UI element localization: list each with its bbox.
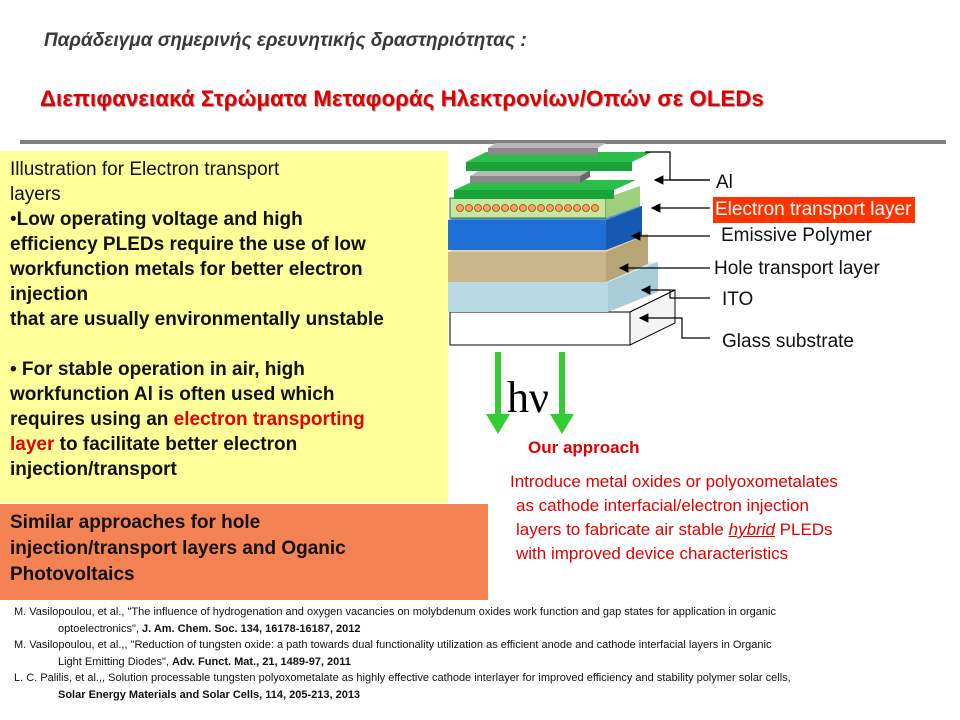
label-emissive-polymer: Emissive Polymer	[721, 225, 872, 246]
label-hole-transport-layer: Hole transport layer	[714, 258, 880, 279]
approach-line3-tail: PLEDs	[774, 520, 833, 539]
label-al: Al	[716, 172, 733, 193]
arrow-down-right	[550, 352, 574, 434]
ref2-line1: M. Vasilopoulou, et al.,, "Reduction of tungsten oxide: a path towards dual functionality utilization as efficient anode and cathode interfacial layers in Organic	[14, 639, 772, 651]
bullet2-line4-text: to facilitate better electron	[54, 434, 298, 455]
slide-subtitle: Παράδειγμα σημερινής ερευνητικής δραστηριότητας :	[44, 30, 527, 51]
bullet1-line3: workfunction metals for better electron	[10, 259, 363, 280]
label-ito: ITO	[722, 289, 754, 310]
info-heading-line2: layers	[10, 184, 61, 205]
similar-approaches-box	[0, 504, 488, 600]
ref3-line2	[14, 687, 954, 704]
bullet2-line3	[10, 407, 438, 432]
bullet1-line2: efficiency PLEDs require the use of low	[10, 234, 366, 255]
al-strip-lower	[470, 170, 590, 183]
bullet2-highlight-layer: layer	[10, 434, 55, 455]
electron-transport-info-box	[0, 151, 448, 503]
info-heading-line1: Illustration for Electron transport	[10, 159, 280, 180]
label-electron-transport-layer: Electron transport layer	[713, 197, 915, 223]
ref2-line2	[14, 654, 954, 671]
approach-line3	[510, 518, 838, 542]
bullet1-line5: that are usually environmentally unstable	[10, 309, 384, 330]
label-glass-substrate: Glass substrate	[722, 331, 854, 352]
bullet-marker: •	[10, 209, 17, 230]
ref2-title-tail: Light Emitting Diodes",	[58, 655, 172, 668]
ref1-line2	[14, 621, 954, 638]
ref2-journal: Adv. Funct. Mat., 21, 1489-97, 2011	[171, 655, 351, 668]
photon-symbol: hν	[507, 373, 549, 422]
orange-line3: Photovoltaics	[10, 564, 135, 585]
pointer-al	[645, 152, 710, 180]
slide-title: Διεπιφανειακά Στρώματα Μεταφοράς Ηλεκτρονίων/Οπών σε OLEDs	[40, 86, 764, 111]
bullet1-text1: Low operating voltage and high	[16, 209, 303, 230]
bullet2-line5: injection/transport	[10, 459, 177, 480]
approach-line4: with improved device characteristics	[516, 544, 789, 563]
bullet2-highlight: electron transporting	[173, 409, 365, 430]
bullet1-line1	[10, 207, 438, 232]
approach-line1: Introduce metal oxides or polyoxometalates	[510, 472, 838, 491]
bullet2-line3-text: requires using an	[10, 409, 174, 430]
pointer-glass	[640, 318, 710, 338]
ref1-journal: J. Am. Chem. Soc. 134, 16178-16187, 2012	[142, 622, 361, 635]
bullet2-line2: workfunction Al is often used which	[10, 384, 335, 405]
pointer-ito	[642, 290, 710, 298]
approach-line2: as cathode interfacial/electron injection	[516, 496, 809, 515]
approach-line3-text: layers to fabricate air stable	[516, 520, 729, 539]
ref3-journal: Solar Energy Materials and Solar Cells, 114, 205-213, 2013	[58, 688, 361, 701]
bullet2-line1: • For stable operation in air, high	[10, 359, 305, 380]
orange-line2: injection/transport layers and Oganic	[10, 538, 346, 559]
our-approach-heading: Our approach	[528, 438, 640, 457]
references	[14, 604, 954, 703]
approach-hybrid: hybrid	[728, 520, 775, 539]
bullet2-line4	[10, 432, 438, 457]
bullet1-line4: injection	[10, 284, 89, 305]
ref3-line1: L. C. Palilis, et al.,, Solution processable tungsten polyoxometalate as highly effective cathode interlayer for improved efficiency and stability polymer solar cells,	[14, 672, 791, 684]
label-pointer-lines	[580, 140, 720, 360]
ref1-line1: M. Vasilopoulou, et al., "The influence of hydrogenation and oxygen vacancies on molybdenum oxides work function and gap states for application in organic	[14, 606, 776, 618]
orange-line1: Similar approaches for hole	[10, 512, 261, 533]
ref1-title-tail: optoelectronics",	[58, 622, 143, 635]
our-approach-text	[510, 470, 838, 566]
